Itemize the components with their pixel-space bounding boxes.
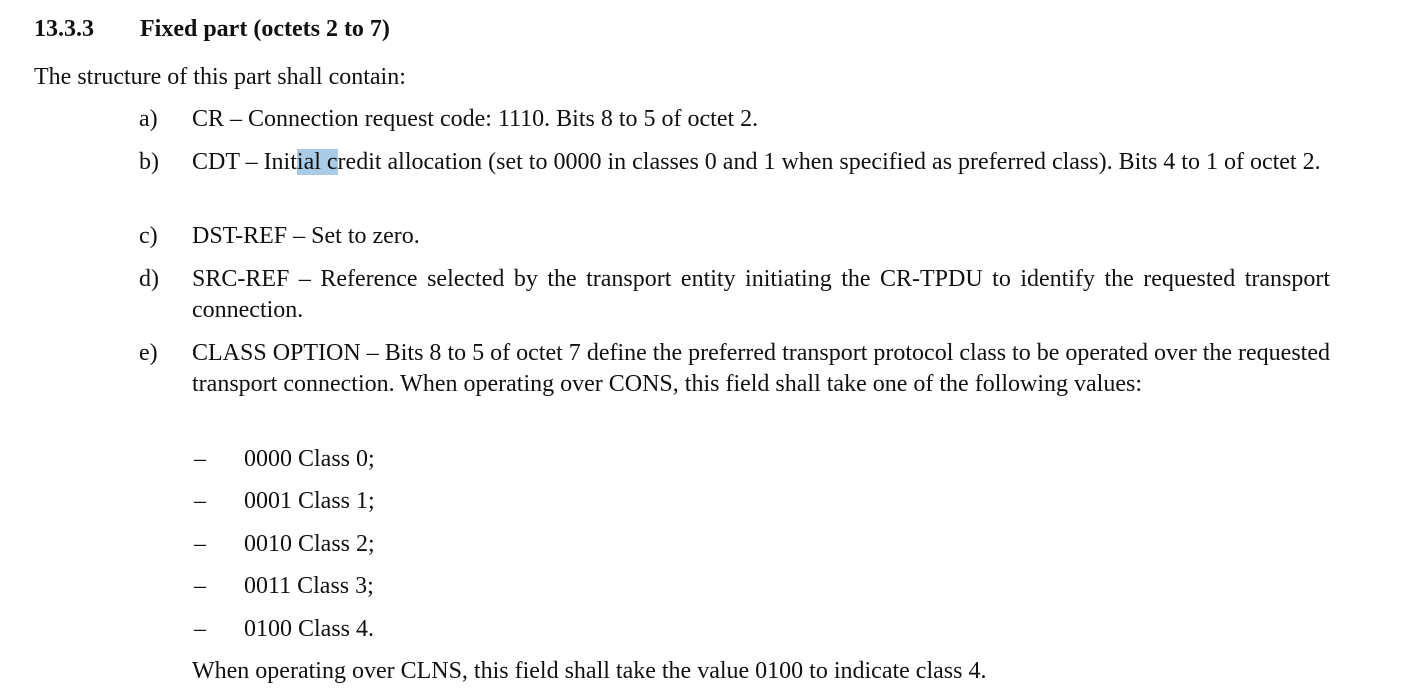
class-value-item bbox=[0, 614, 1412, 645]
list-marker: b) bbox=[139, 149, 159, 175]
list-item-text[interactable] bbox=[192, 147, 1330, 178]
intro-paragraph: The structure of this part shall contain: bbox=[34, 64, 406, 90]
class-value-text: 0011 Class 3; bbox=[244, 573, 374, 599]
class-value-text: 0100 Class 4. bbox=[244, 616, 375, 642]
list-marker: c) bbox=[139, 223, 158, 249]
list-marker: d) bbox=[139, 266, 159, 292]
class-value-text: 0001 Class 1; bbox=[244, 488, 375, 514]
list-item-text: CR – Connection request code: 1110. Bits 8 to 5 of octet 2. bbox=[192, 106, 759, 132]
section-number: 13.3.3 bbox=[34, 16, 94, 42]
text-selection[interactable]: ial c bbox=[296, 149, 338, 175]
class-value-item bbox=[0, 486, 1412, 517]
class-value-item bbox=[0, 529, 1412, 560]
list-item-text: CLASS OPTION – Bits 8 to 5 of octet 7 define the preferred transport protocol class to be operated over the requested transport connection. When operating over CONS, this field shall take one of the following values: bbox=[192, 340, 1330, 397]
class-value-item bbox=[0, 571, 1412, 602]
dash-bullet: – bbox=[194, 446, 206, 472]
text-run: redit allocation (set to 0000 in classes 0 and 1 when specified as preferred class). Bits 4 to 1 of octet 2. bbox=[337, 149, 1321, 175]
list-item-text: SRC-REF – Reference selected by the transport entity initiating the CR-TPDU to identify the requested transport connection. bbox=[192, 266, 1330, 323]
dash-bullet: – bbox=[194, 573, 206, 599]
section-title: Fixed part (octets 2 to 7) bbox=[140, 16, 390, 42]
list-marker: e) bbox=[139, 340, 158, 366]
class-value-text: 0000 Class 0; bbox=[244, 446, 375, 472]
text-run: CDT – Init bbox=[192, 149, 297, 175]
dash-bullet: – bbox=[194, 531, 206, 557]
list-marker: a) bbox=[139, 106, 158, 132]
list-item-text: DST-REF – Set to zero. bbox=[192, 223, 420, 249]
class-value-text: 0010 Class 2; bbox=[244, 531, 375, 557]
dash-bullet: – bbox=[194, 488, 206, 514]
closing-paragraph: When operating over CLNS, this field shall take the value 0100 to indicate class 4. bbox=[192, 658, 987, 684]
section-heading bbox=[34, 14, 390, 44]
dash-bullet: – bbox=[194, 616, 206, 642]
class-value-item bbox=[0, 444, 1412, 475]
